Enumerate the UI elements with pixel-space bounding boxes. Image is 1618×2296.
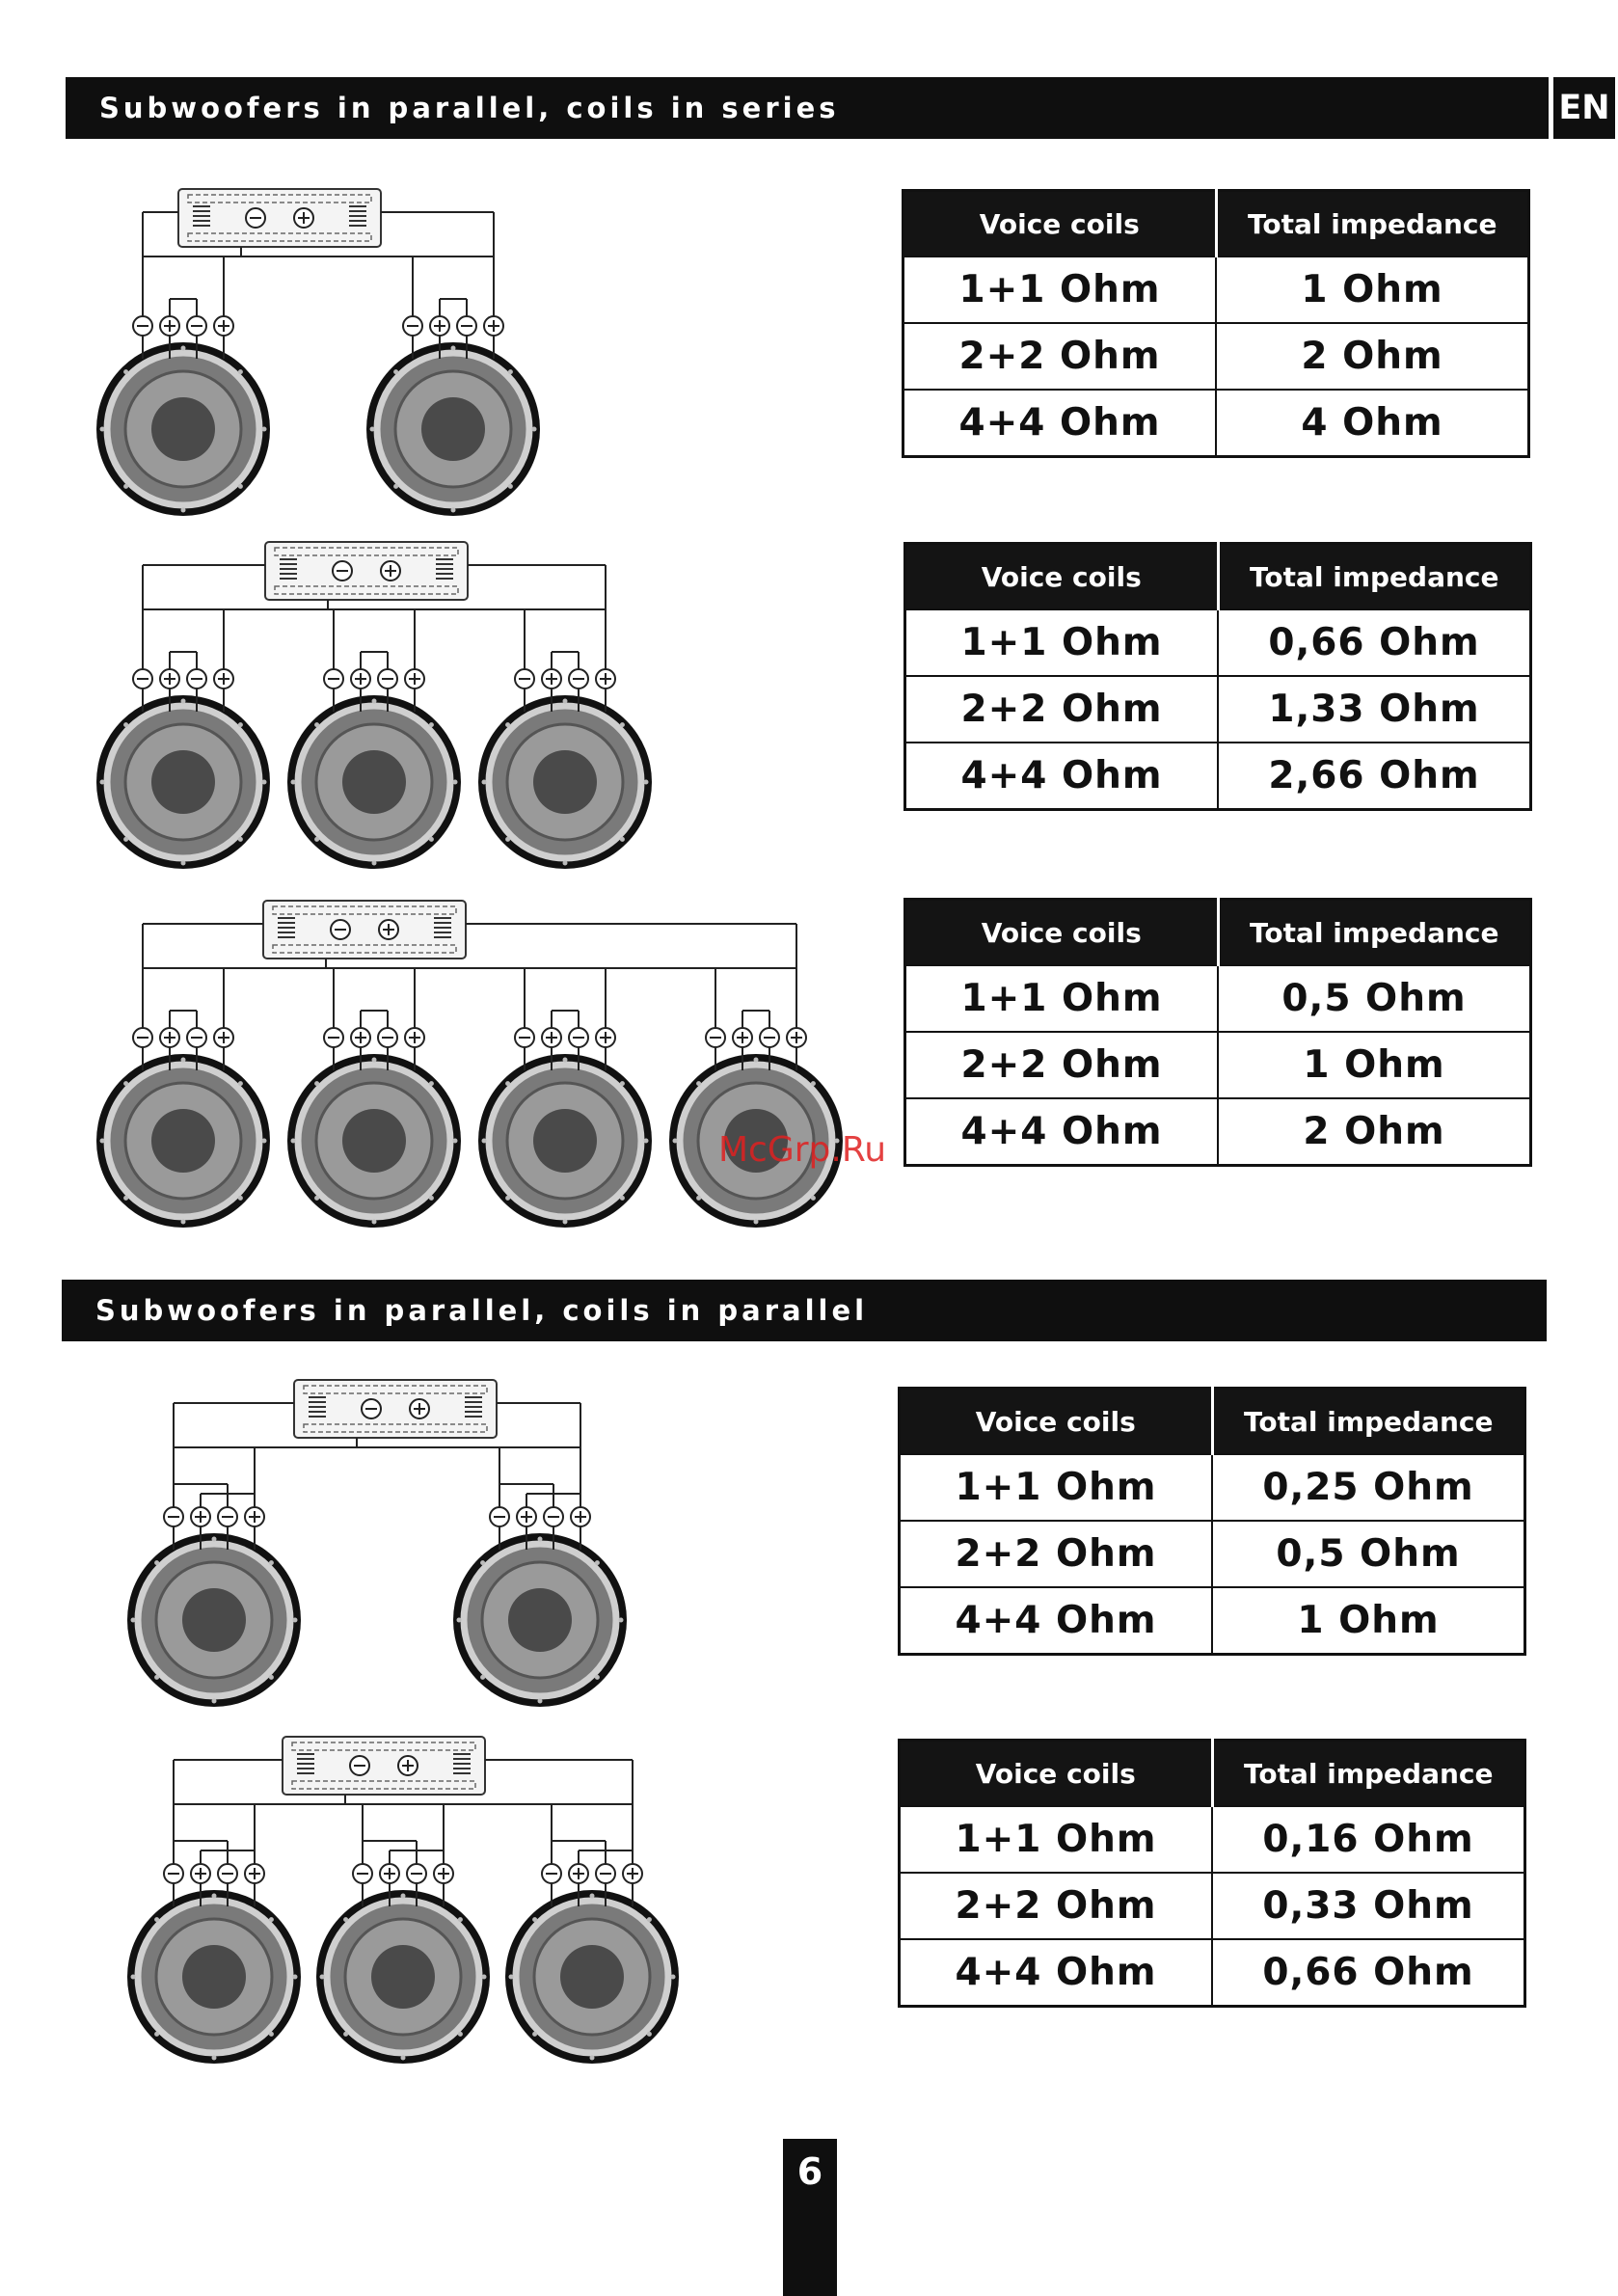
impedance-cell: 0,16 Ohm [1212,1806,1525,1873]
table-row [903,257,1529,323]
impedance-table-1 [902,189,1530,458]
header-voice-coils: Voice coils [905,900,1219,966]
header-total-impedance: Total impedance [1212,1389,1525,1455]
wiring-diagram-3 [96,895,868,1242]
voice-coils-cell: 4+4 Ohm [905,1098,1219,1166]
table-row [900,1587,1525,1655]
header-total-impedance: Total impedance [1216,191,1529,257]
impedance-cell: 1 Ohm [1216,257,1529,323]
subwoofer-icon [478,1054,652,1228]
subwoofer-icon [96,342,270,516]
subwoofer-icon [96,1054,270,1228]
amplifier-icon [265,542,468,600]
table-row [905,676,1531,743]
table-row [900,1873,1525,1939]
impedance-cell: 1,33 Ohm [1218,676,1531,743]
amplifier-icon [294,1380,497,1438]
table-row [900,1939,1525,2007]
minus-terminal-icon [362,1399,381,1418]
impedance-cell: 0,5 Ohm [1212,1521,1525,1587]
amplifier-icon [178,189,381,247]
impedance-cell: 2 Ohm [1218,1098,1531,1166]
header-total-impedance: Total impedance [1212,1741,1525,1807]
page-number: 6 [783,2139,837,2296]
subwoofer-icon [366,342,540,516]
header-voice-coils: Voice coils [905,544,1219,610]
voice-coils-cell: 2+2 Ohm [905,1032,1219,1098]
subwoofer-icon [505,1890,679,2064]
voice-coils-cell: 1+1 Ohm [900,1806,1213,1873]
voice-coils-cell: 1+1 Ohm [903,257,1217,323]
impedance-cell: 0,66 Ohm [1212,1939,1525,2007]
voice-coils-cell: 4+4 Ohm [905,743,1219,810]
subwoofer-icon [316,1890,490,2064]
amplifier-icon [263,901,466,959]
plus-terminal-icon [410,1399,429,1418]
impedance-cell: 0,33 Ohm [1212,1873,1525,1939]
minus-terminal-icon [331,920,350,939]
language-badge: EN [1553,77,1615,139]
table-row [905,1098,1531,1166]
wiring-diagram-5 [116,1731,694,2078]
impedance-cell: 2,66 Ohm [1218,743,1531,810]
plus-terminal-icon [379,920,398,939]
impedance-cell: 0,66 Ohm [1218,609,1531,676]
table-row [905,1032,1531,1098]
minus-terminal-icon [246,208,265,228]
table-row [905,609,1531,676]
impedance-cell: 4 Ohm [1216,390,1529,457]
impedance-table-5 [898,1739,1526,2008]
subwoofer-icon [287,1054,461,1228]
voice-coils-cell: 4+4 Ohm [903,390,1217,457]
voice-coils-cell: 2+2 Ohm [903,323,1217,390]
impedance-table-2 [903,542,1532,811]
subwoofer-icon [127,1533,301,1707]
minus-terminal-icon [333,561,352,581]
watermark: McGrp.Ru [718,1130,887,1170]
wiring-diagram-1 [96,183,598,530]
section-title-parallel: Subwoofers in parallel, coils in parallel [62,1280,1547,1341]
subwoofer-icon [478,695,652,869]
impedance-cell: 0,25 Ohm [1212,1454,1525,1521]
plus-terminal-icon [381,561,400,581]
subwoofer-icon [287,695,461,869]
subwoofer-icon [96,695,270,869]
table-row [900,1454,1525,1521]
impedance-table-4 [898,1387,1526,1656]
wiring-diagram-2 [96,536,675,883]
voice-coils-cell: 4+4 Ohm [900,1587,1213,1655]
header-voice-coils: Voice coils [900,1389,1213,1455]
plus-terminal-icon [294,208,313,228]
table-row [900,1521,1525,1587]
voice-coils-cell: 1+1 Ohm [900,1454,1213,1521]
section-title-series: Subwoofers in parallel, coils in series [66,77,1549,139]
amplifier-icon [283,1737,485,1795]
impedance-table-3 [903,898,1532,1167]
plus-terminal-icon [398,1756,418,1775]
subwoofer-icon [127,1890,301,2064]
voice-coils-cell: 1+1 Ohm [905,609,1219,676]
table-row [905,965,1531,1032]
header-voice-coils: Voice coils [900,1741,1213,1807]
voice-coils-cell: 2+2 Ohm [900,1521,1213,1587]
voice-coils-cell: 4+4 Ohm [900,1939,1213,2007]
wiring-diagram-4 [116,1374,656,1721]
voice-coils-cell: 1+1 Ohm [905,965,1219,1032]
header-voice-coils: Voice coils [903,191,1217,257]
impedance-cell: 1 Ohm [1218,1032,1531,1098]
table-row [903,390,1529,457]
subwoofer-icon [453,1533,627,1707]
table-row [903,323,1529,390]
voice-coils-cell: 2+2 Ohm [900,1873,1213,1939]
impedance-cell: 1 Ohm [1212,1587,1525,1655]
table-row [905,743,1531,810]
voice-coils-cell: 2+2 Ohm [905,676,1219,743]
minus-terminal-icon [350,1756,369,1775]
header-total-impedance: Total impedance [1218,544,1531,610]
impedance-cell: 2 Ohm [1216,323,1529,390]
impedance-cell: 0,5 Ohm [1218,965,1531,1032]
header-total-impedance: Total impedance [1218,900,1531,966]
table-row [900,1806,1525,1873]
